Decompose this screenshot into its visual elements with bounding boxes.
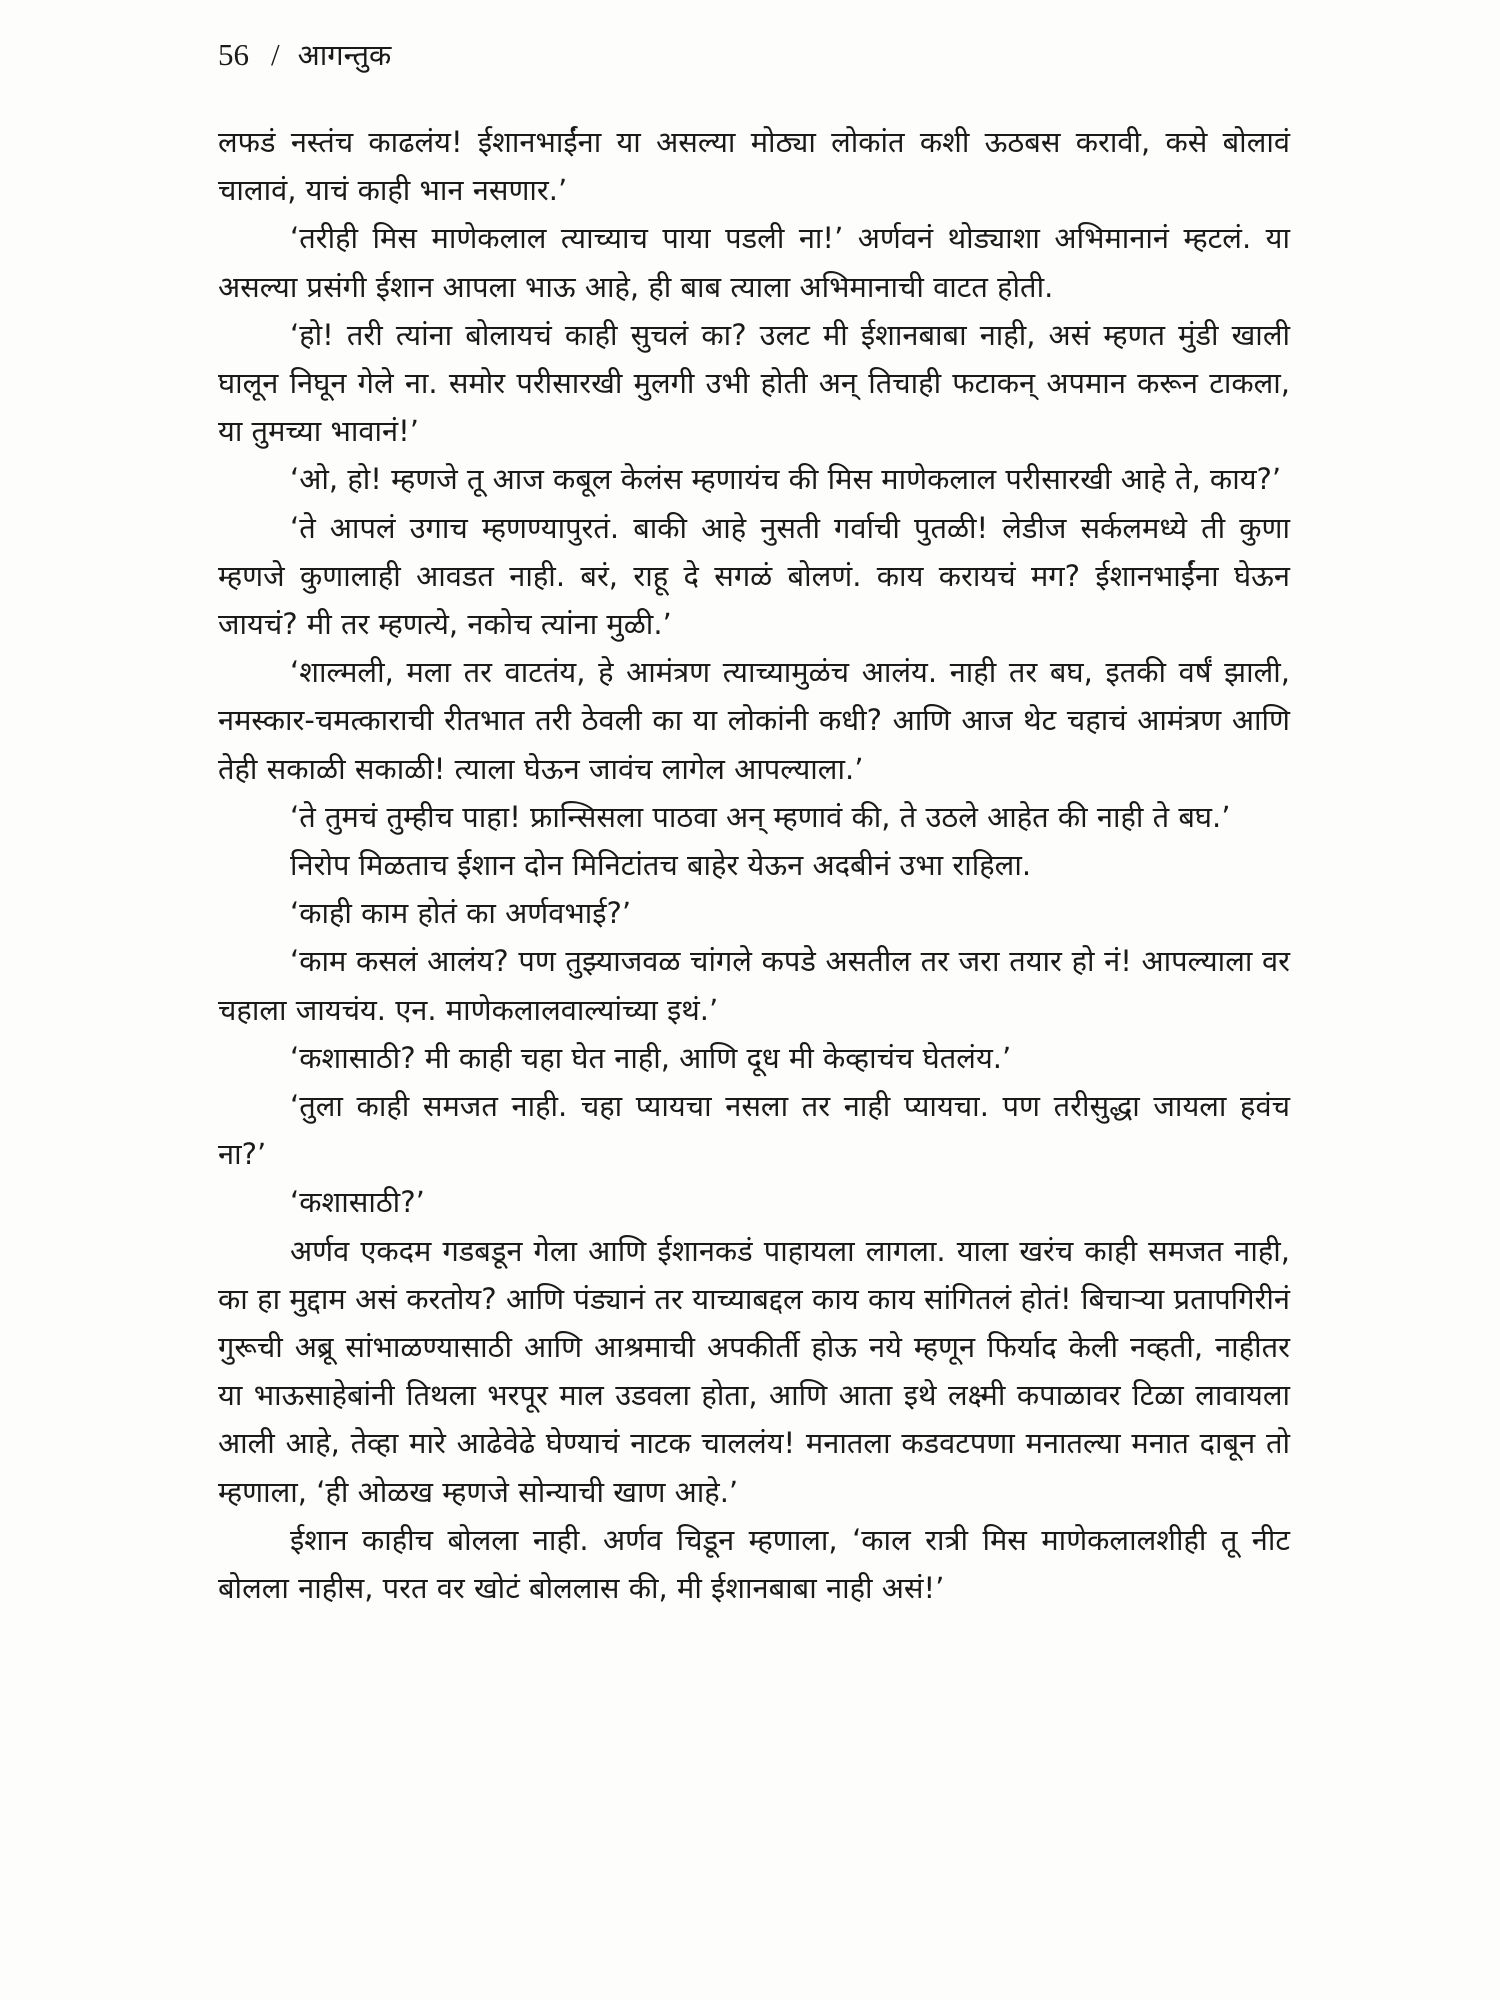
paragraph: ‘हो! तरी त्यांना बोलायचं काही सुचलं का? उलट मी ईशानबाबा नाही, असं म्हणत मुंडी खाली घालून निघून गेले ना. समोर परीसारखी मुलगी उभी होती अन् तिचाही फटाकन् अपमान करून टाकला, या तुमच्या भावानं!’ xyxy=(218,317,1290,449)
paragraph: ‘ते आपलं उगाच म्हणण्यापुरतं. बाकी आहे नुसती गर्वाची पुतळी! लेडीज सर्कलमध्ये ती कुणा म्हणजे कुणालाही आवडत नाही. बरं, राहू दे सगळं बोलणं. काय करायचं मग? ईशानभाईंना घेऊन जायचं? मी तर म्हणत्ये, नकोच त्यांना मुळी.’ xyxy=(218,510,1290,642)
page-number: 56 xyxy=(218,37,249,72)
paragraph: ‘कशासाठी?’ xyxy=(290,1185,425,1220)
paragraph: ‘तरीही मिस माणेकलाल त्याच्याच पाया पडली ना!’ अर्णवनं थोड्याशा अभिमानानं म्हटलं. या असल्या प्रसंगी ईशान आपला भाऊ आहे, ही बाब त्याला अभिमानाची वाटत होती. xyxy=(218,221,1290,304)
book-title: आगन्तुक xyxy=(297,38,392,72)
page-body xyxy=(218,118,1290,1612)
paragraph: ‘ते तुमचं तुम्हीच पाहा! फ्रान्सिसला पाठवा अन् म्हणावं की, ते उठले आहेत की नाही ते बघ.’ xyxy=(290,799,1231,834)
paragraph: ‘ओ, हो! म्हणजे तू आज कबूल केलंस म्हणायंच की मिस माणेकलाल परीसारखी आहे ते, काय?’ xyxy=(290,462,1282,497)
paragraph: अर्णव एकदम गडबडून गेला आणि ईशानकडं पाहायला लागला. याला खरंच काही समजत नाही, का हा मुद्दाम असं करतोय? आणि पंड्यानं तर याच्याबद्दल काय काय सांगितलं होतं! बिचाऱ्या प्रतापगिरीनं गुरूची अब्रू सांभाळण्यासाठी आणि आश्रमाची अपकीर्ती होऊ नये म्हणून फिर्याद केली नव्हती, नाहीतर या भाऊसाहेबांनी तिथला भरपूर माल उडवला होता, आणि आता इथे लक्ष्मी कपाळावर टिळा लावायला आली आहे, तेव्हा मारे आढेवेढे घेण्याचं नाटक चाललंय! मनातला कडवटपणा मनातल्या मनात दाबून तो म्हणाला, ‘ही ओळख म्हणजे सोन्याची खाण आहे.’ xyxy=(218,1233,1290,1509)
paragraph: ‘काही काम होतं का अर्णवभाई?’ xyxy=(290,896,632,931)
header-separator: / xyxy=(271,37,280,72)
paragraph: निरोप मिळताच ईशान दोन मिनिटांतच बाहेर येऊन अदबीनं उभा राहिला. xyxy=(290,848,1032,883)
paragraph: ‘तुला काही समजत नाही. चहा प्यायचा नसला तर नाही प्यायचा. पण तरीसुद्धा जायला हवंच ना?’ xyxy=(218,1089,1290,1172)
paragraph: ‘कशासाठी? मी काही चहा घेत नाही, आणि दूध मी केव्हाचंच घेतलंय.’ xyxy=(290,1040,1012,1075)
paragraph: ‘शाल्मली, मला तर वाटतंय, हे आमंत्रण त्याच्यामुळंच आलंय. नाही तर बघ, इतकी वर्षं झाली, नमस्कार-चमत्काराची रीतभात तरी ठेवली का या लोकांनी कधी? आणि आज थेट चहाचं आमंत्रण आणि तेही सकाळी सकाळी! त्याला घेऊन जावंच लागेल आपल्याला.’ xyxy=(218,655,1290,786)
paragraph: ‘काम कसलं आलंय? पण तुझ्याजवळ चांगले कपडे असतील तर जरा तयार हो नं! आपल्याला वर चहाला जायचंय. एन. माणेकलालवाल्यांच्या इथं.’ xyxy=(218,944,1290,1027)
page-header xyxy=(218,30,391,80)
paragraph: ईशान काहीच बोलला नाही. अर्णव चिडून म्हणाला, ‘काल रात्री मिस माणेकलालशीही तू नीट बोलला नाहीस, परत वर खोटं बोललास की, मी ईशानबाबा नाही असं!’ xyxy=(218,1522,1290,1606)
paragraph: लफडं नस्तंच काढलंय! ईशानभाईंना या असल्या मोठ्या लोकांत कशी ऊठबस करावी, कसे बोलावं चालावं, याचं काही भान नसणार.’ xyxy=(218,125,1290,208)
